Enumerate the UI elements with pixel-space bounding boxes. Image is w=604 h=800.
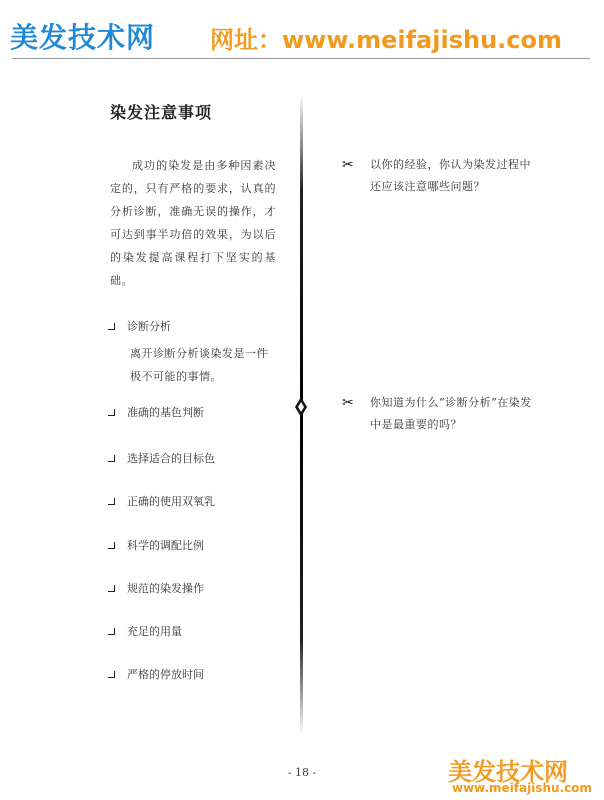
list-item — [108, 404, 204, 420]
question-2 — [342, 392, 532, 436]
scissors-icon: ✂ — [342, 395, 355, 411]
list-item — [108, 493, 215, 509]
header-url[interactable]: 网址：www.meifajishu.com — [210, 26, 562, 54]
page-number: - 18 - — [287, 766, 317, 779]
corner-bullet-icon — [108, 585, 115, 592]
list-item-label: 严格的停放时间 — [127, 668, 204, 681]
question-text: 以你的经验，你认为染发过程中还应该注意哪些问题？ — [370, 158, 531, 193]
list-item-label: 规范的染发操作 — [127, 582, 204, 595]
list-item-label: 科学的调配比例 — [127, 539, 204, 552]
corner-bullet-icon — [108, 542, 115, 549]
page-title: 染发注意事项 — [110, 103, 213, 122]
list-item-label: 充足的用量 — [127, 625, 182, 638]
list-item-label: 选择适合的目标色 — [127, 452, 215, 465]
corner-bullet-icon — [108, 628, 115, 635]
list-item — [108, 450, 215, 466]
intro-paragraph: 成功的染发是由多种因素决定的，只有严格的要求，认真的分析诊断，准确无误的操作，才可达到事半功倍的效果，为以后的染发提高课程打下坚实的基础。 — [110, 159, 276, 287]
question-1 — [342, 154, 532, 198]
corner-bullet-icon — [108, 671, 115, 678]
footer-brand: 美发技术网 — [448, 758, 568, 786]
corner-bullet-icon — [108, 409, 115, 416]
list-item-diagnosis — [108, 318, 171, 334]
footer-url[interactable]: www.meifajishu.com — [452, 781, 592, 795]
list-item-label: 正确的使用双氧乳 — [127, 495, 215, 508]
list-item — [108, 666, 204, 682]
diamond-ornament-icon — [293, 397, 309, 417]
list-item-description: 离开诊断分析谈染发是一件极不可能的事情。 — [130, 347, 268, 383]
header-brand: 美发技术网 — [10, 21, 156, 54]
list-item — [108, 537, 204, 553]
question-text: 你知道为什么“诊断分析”在染发中是最重要的吗？ — [370, 396, 532, 431]
corner-bullet-icon — [108, 323, 115, 330]
scissors-icon: ✂ — [342, 157, 355, 173]
corner-bullet-icon — [108, 498, 115, 505]
list-item — [108, 580, 204, 596]
list-item-label: 诊断分析 — [127, 320, 171, 333]
corner-bullet-icon — [108, 455, 115, 462]
header-divider — [12, 58, 590, 59]
list-item-label: 准确的基色判断 — [127, 406, 204, 419]
list-item — [108, 623, 182, 639]
